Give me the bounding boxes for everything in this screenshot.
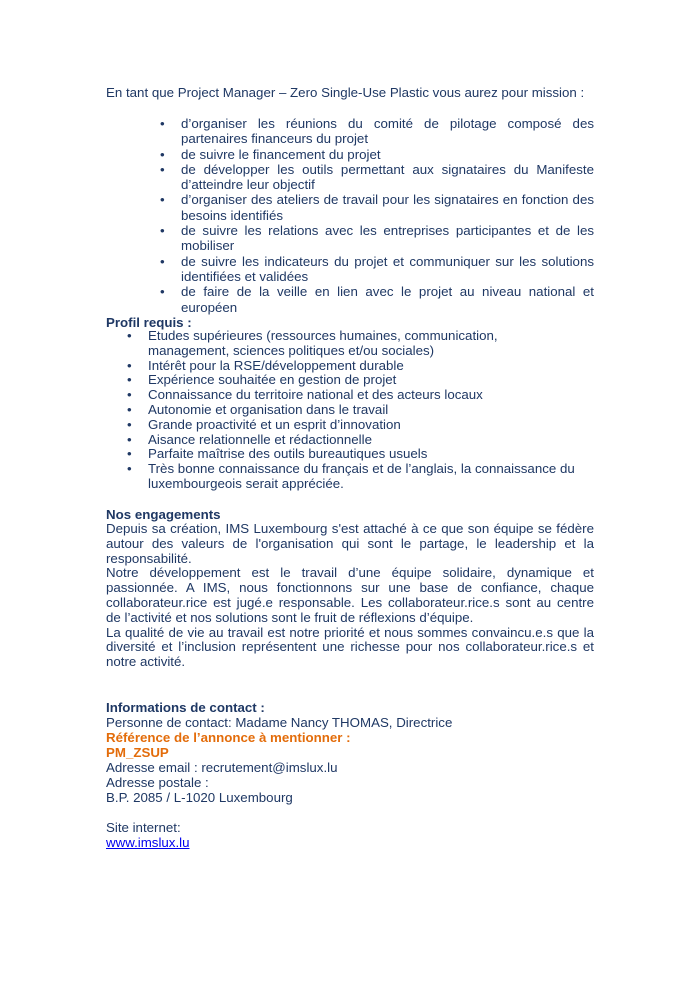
profil-list bbox=[148, 329, 578, 492]
list-item: • Aisance relationnelle et rédactionnelle bbox=[148, 433, 578, 448]
postal-address: B.P. 2085 / L-1020 Luxembourg bbox=[106, 790, 293, 805]
mission-intro: En tant que Project Manager – Zero Single-Use Plastic vous aurez pour mission : bbox=[106, 85, 585, 100]
list-item: • de développer les outils permettant aux signataires du Manifeste d’atteindre leur objectif bbox=[181, 162, 594, 193]
profil-heading: Profil requis : bbox=[106, 315, 192, 330]
list-item: • de suivre les relations avec les entreprises participantes et de les mobiliser bbox=[181, 223, 594, 254]
list-item: • d’organiser des ateliers de travail pour les signataires en fonction des besoins identifiés bbox=[181, 192, 594, 223]
spacer bbox=[106, 805, 594, 820]
contact-email: Adresse email : recrutement@imslux.lu bbox=[106, 760, 338, 775]
list-item: • d’organiser les réunions du comité de pilotage composé des partenaires financeurs du projet bbox=[181, 116, 594, 147]
website-link[interactable]: www.imslux.lu bbox=[106, 835, 190, 850]
reference-code: PM_ZSUP bbox=[106, 745, 169, 760]
postal-label: Adresse postale : bbox=[106, 775, 209, 790]
contact-heading: Informations de contact : bbox=[106, 700, 265, 715]
list-item: • de suivre les indicateurs du projet et communiquer sur les solutions identifiées et validées bbox=[181, 254, 594, 285]
list-item: • de faire de la veille en lien avec le projet au niveau national et européen bbox=[181, 284, 594, 315]
paragraph: La qualité de vie au travail est notre priorité et nous sommes convaincu.e.s que la diversité et l’inclusion représentent une richesse pour nos collaborateur.rice.s et notre activité. bbox=[106, 624, 594, 670]
list-item: • Etudes supérieures (ressources humaines, communication, management, sciences politiques et/ou sociales) bbox=[148, 329, 578, 359]
list-item: • Grande proactivité et un esprit d’innovation bbox=[148, 418, 578, 433]
site-label: Site internet: bbox=[106, 820, 181, 835]
reference-label: Référence de l’annonce à mentionner : bbox=[106, 730, 351, 745]
list-item: • Très bonne connaissance du français et de l’anglais, la connaissance du luxembourgeois serait appréciée. bbox=[148, 462, 578, 492]
list-item: • Expérience souhaitée en gestion de projet bbox=[148, 373, 578, 388]
list-item: • Parfaite maîtrise des outils bureautiques usuels bbox=[148, 447, 578, 462]
paragraph: Depuis sa création, IMS Luxembourg s'est attaché à ce que son équipe se fédère autour des valeurs de l'organisation qui sont le partage, le leadership et la responsabilité. bbox=[106, 521, 594, 566]
mission-list bbox=[181, 116, 594, 315]
list-item: • Intérêt pour la RSE/développement durable bbox=[148, 359, 578, 374]
list-item: • Connaissance du territoire national et des acteurs locaux bbox=[148, 388, 578, 403]
list-item: • Autonomie et organisation dans le travail bbox=[148, 403, 578, 418]
list-item: • de suivre le financement du projet bbox=[181, 147, 594, 162]
engagements-text bbox=[106, 522, 594, 670]
contact-person: Personne de contact: Madame Nancy THOMAS, Directrice bbox=[106, 715, 453, 730]
engagements-heading: Nos engagements bbox=[106, 507, 221, 522]
paragraph: Notre développement est le travail d’une équipe solidaire, dynamique et passionnée. A IMS, nous fonctionnons sur une base de confiance, chaque collaborateur.rice est jugé.e responsable. Les collaborateur.rice.s sont au centre de l’activité et nos solutions sont le fruit de réflexions d’équipe. bbox=[106, 565, 594, 625]
contact-section bbox=[106, 700, 594, 850]
